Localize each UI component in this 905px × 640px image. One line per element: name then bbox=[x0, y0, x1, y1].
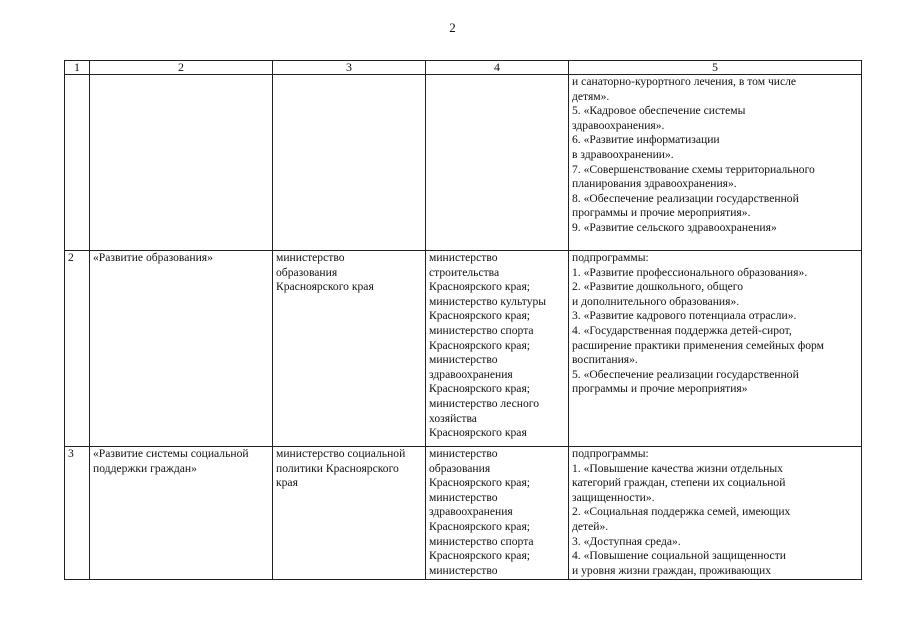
text-line: 8. «Обеспечение реализации государственной bbox=[572, 191, 799, 205]
text-line: Красноярского края bbox=[429, 426, 527, 440]
text-line: Красноярского края; bbox=[429, 549, 531, 563]
text-line: детям». bbox=[572, 89, 610, 103]
text-line: планирования здравоохранения». bbox=[572, 177, 737, 191]
header-row bbox=[65, 61, 862, 75]
text-line: 2. «Социальная поддержка семей, имеющих bbox=[572, 505, 791, 519]
subprograms-cell bbox=[569, 447, 862, 580]
text-line: поддержки граждан» bbox=[93, 461, 197, 475]
subprograms-cell bbox=[569, 251, 862, 447]
text-line: программы и прочие мероприятия». bbox=[572, 206, 751, 220]
header-col-1: 1 bbox=[65, 61, 90, 75]
row-number-cell: 2 bbox=[65, 251, 90, 447]
text-line: министерство bbox=[429, 563, 498, 577]
header-col-2: 2 bbox=[90, 61, 273, 75]
text-line: 1. «Повышение качества жизни отдельных bbox=[572, 461, 783, 475]
text-line: хозяйства bbox=[429, 411, 477, 425]
text-line: категорий граждан, степени их социальной bbox=[572, 476, 786, 490]
table-row bbox=[65, 75, 862, 251]
text-line: 6. «Развитие информатизации bbox=[572, 133, 720, 147]
program-name-cell bbox=[90, 447, 273, 580]
programs-table bbox=[64, 60, 862, 580]
text-line: образования bbox=[429, 461, 491, 475]
text-line: строительства bbox=[429, 265, 500, 279]
text-line: Красноярского края; bbox=[429, 280, 531, 294]
text-line: министерство культуры bbox=[429, 294, 547, 308]
text-line: 9. «Развитие сельского здравоохранения» bbox=[572, 220, 777, 234]
program-name-cell bbox=[90, 75, 273, 251]
text-line: 5. «Обеспечение реализации государственной bbox=[572, 367, 799, 381]
text-line: и санаторно-курортного лечения, в том числе bbox=[572, 75, 797, 88]
text-line: министерство bbox=[276, 251, 345, 264]
responsible-executor-cell bbox=[273, 75, 426, 251]
row-number-cell: 3 bbox=[65, 447, 90, 580]
header-col-4: 4 bbox=[426, 61, 569, 75]
header-col-5: 5 bbox=[569, 61, 862, 75]
text-line: здравоохранения». bbox=[572, 118, 665, 132]
subprograms-cell bbox=[569, 75, 862, 251]
text-line: 3. «Развитие кадрового потенциала отрасли». bbox=[572, 309, 797, 323]
text-line: образования bbox=[276, 265, 338, 279]
text-line: политики Красноярского bbox=[276, 461, 399, 475]
table-row bbox=[65, 251, 862, 447]
text-line: Красноярского края; bbox=[429, 476, 531, 490]
text-line: края bbox=[276, 476, 298, 490]
text-line: 1. «Развитие профессионального образования». bbox=[572, 265, 808, 279]
text-line: министерство bbox=[429, 447, 498, 460]
text-line: здравоохранения bbox=[429, 367, 513, 381]
row-number-cell bbox=[65, 75, 90, 251]
program-name-cell bbox=[90, 251, 273, 447]
text-line: Красноярского края; bbox=[429, 519, 531, 533]
text-line: расширение практики применения семейных форм bbox=[572, 338, 825, 352]
table-row bbox=[65, 447, 862, 580]
text-line: министерство bbox=[429, 490, 498, 504]
text-line: «Развитие образования» bbox=[93, 251, 213, 264]
text-line: 7. «Совершенствование схемы территориального bbox=[572, 162, 815, 176]
text-line: министерство bbox=[429, 353, 498, 367]
coexecutors-cell bbox=[426, 75, 569, 251]
text-line: 2. «Развитие дошкольного, общего bbox=[572, 280, 744, 294]
text-line: детей». bbox=[572, 519, 609, 533]
text-line: министерство спорта bbox=[429, 534, 534, 548]
text-line: 5. «Кадровое обеспечение системы bbox=[572, 104, 746, 118]
page-number: 2 bbox=[449, 20, 456, 35]
text-line: Красноярского края bbox=[276, 280, 374, 294]
text-line: 4. «Государственная поддержка детей-сирот, bbox=[572, 323, 792, 337]
text-line: министерство спорта bbox=[429, 323, 534, 337]
text-line: Красноярского края; bbox=[429, 338, 531, 352]
text-line: 3. «Доступная среда». bbox=[572, 534, 681, 548]
text-line: «Развитие системы социальной bbox=[93, 447, 249, 460]
responsible-executor-cell bbox=[273, 447, 426, 580]
text-line: подпрограммы: bbox=[572, 251, 649, 264]
coexecutors-cell bbox=[426, 251, 569, 447]
coexecutors-cell bbox=[426, 447, 569, 580]
text-line: министерство bbox=[429, 251, 498, 264]
text-line: защищенности». bbox=[572, 490, 655, 504]
text-line: Красноярского края; bbox=[429, 382, 531, 396]
text-line: и уровня жизни граждан, проживающих bbox=[572, 563, 772, 577]
header-col-3: 3 bbox=[273, 61, 426, 75]
text-line: и дополнительного образования». bbox=[572, 294, 740, 308]
text-line: 4. «Повышение социальной защищенности bbox=[572, 549, 786, 563]
text-line: Красноярского края; bbox=[429, 309, 531, 323]
text-line: программы и прочие мероприятия» bbox=[572, 382, 748, 396]
text-line: воспитания». bbox=[572, 353, 638, 367]
text-line: здравоохранения bbox=[429, 505, 513, 519]
text-line: министерство социальной bbox=[276, 447, 406, 460]
text-line: подпрограммы: bbox=[572, 447, 649, 460]
responsible-executor-cell bbox=[273, 251, 426, 447]
text-line: в здравоохранении». bbox=[572, 147, 674, 161]
text-line: министерство лесного bbox=[429, 396, 540, 410]
